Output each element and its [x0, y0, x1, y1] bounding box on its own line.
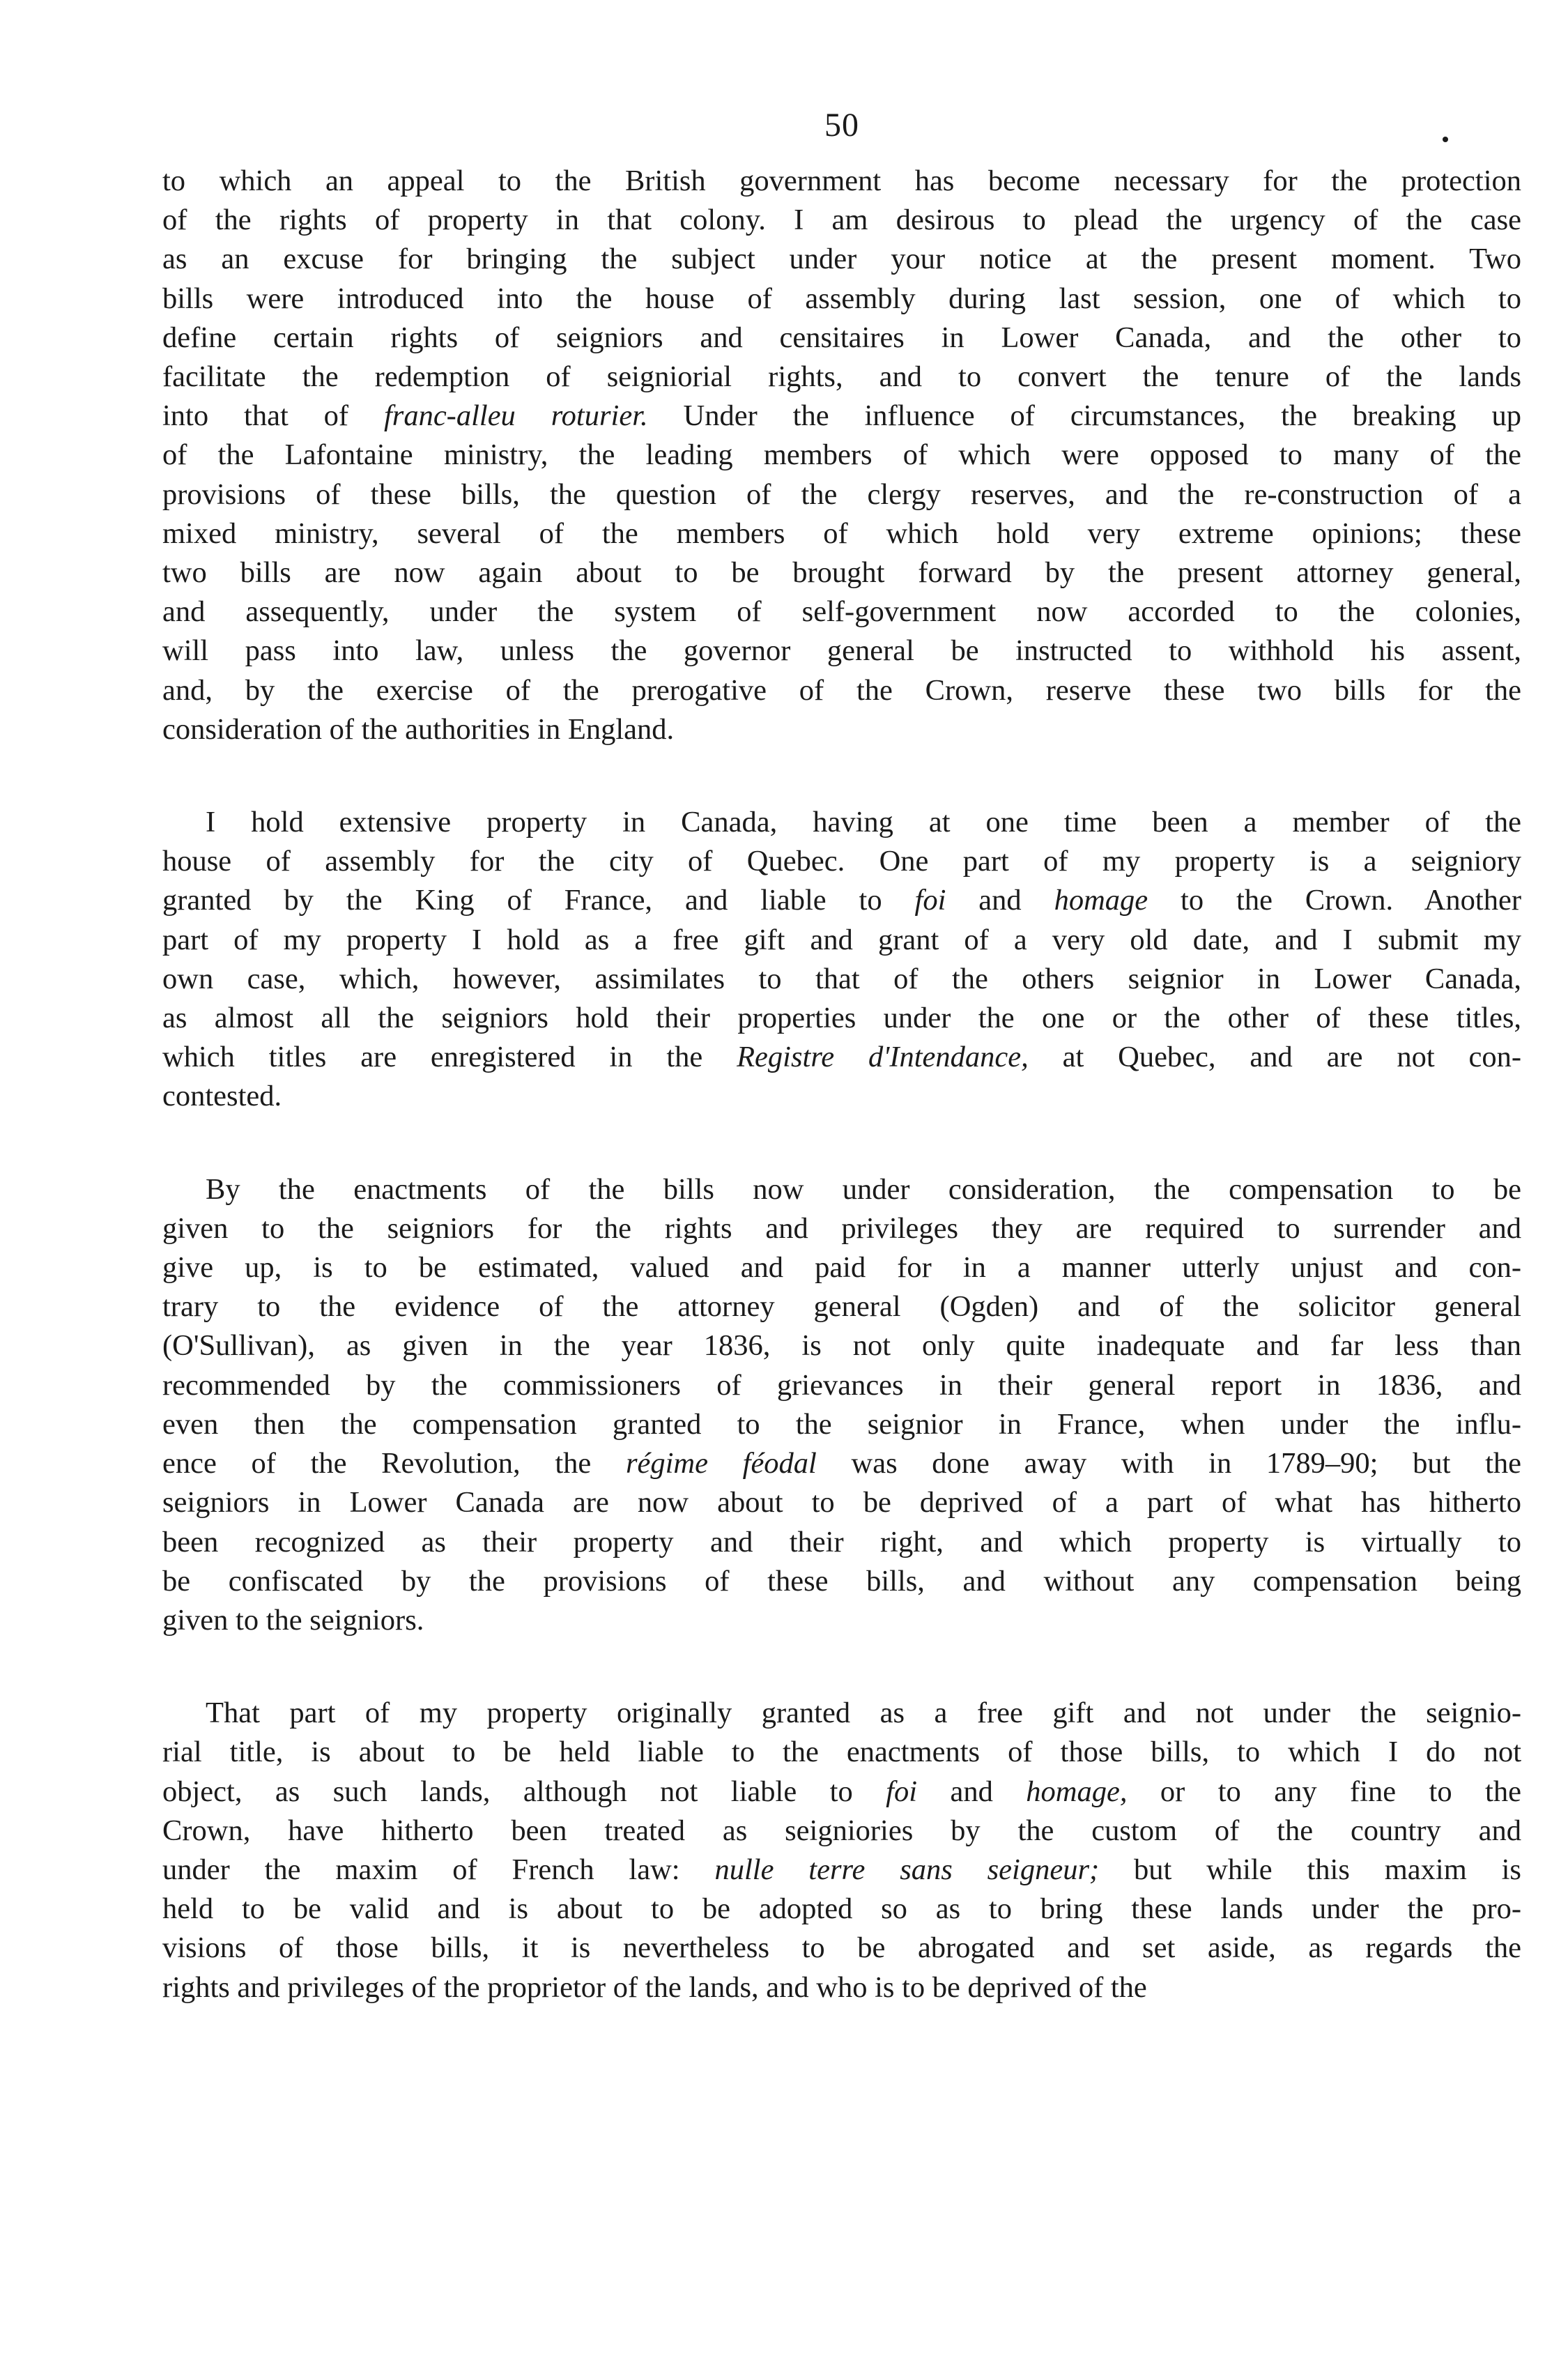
paragraph-2	[162, 803, 1521, 1117]
text-line: object, as such lands, although not liable to foi and homage, or to any fine to the	[162, 1775, 1521, 1808]
text-line: facilitate the redemption of seigniorial rights, and to convert the tenure of the lands	[162, 360, 1521, 394]
text-line: give up, is to be estimated, valued and paid for in a manner utterly unjust and con-	[162, 1251, 1521, 1285]
text-line: be confiscated by the provisions of these bills, and without any compensation being	[162, 1564, 1521, 1598]
text-line: of the Lafontaine ministry, the leading members of which were opposed to many of the	[162, 438, 1521, 472]
text-line: trary to the evidence of the attorney general (Ogden) and of the solicitor general	[162, 1290, 1521, 1324]
text-line: been recognized as their property and their right, and which property is virtually to	[162, 1525, 1521, 1559]
text-line: visions of those bills, it is nevertheless to be abrogated and set aside, as regards the	[162, 1931, 1521, 1965]
text-line: and assequently, under the system of self-government now accorded to the colonies,	[162, 595, 1521, 629]
text-line: rights and privileges of the proprietor of the lands, and who is to be deprived of the	[162, 1970, 1147, 2004]
text-line: (O'Sullivan), as given in the year 1836, is not only quite inadequate and far less than	[162, 1329, 1521, 1363]
text-line: mixed ministry, several of the members of which hold very extreme opinions; these	[162, 516, 1521, 550]
text-line: recommended by the commissioners of grievances in their general report in 1836, and	[162, 1368, 1521, 1402]
text-line: Crown, have hitherto been treated as seigniories by the custom of the country and	[162, 1814, 1521, 1847]
text-line: bills were introduced into the house of assembly during last session, one of which to	[162, 282, 1521, 315]
text-line: rial title, is about to be held liable to the enactments of those bills, to which I do not	[162, 1736, 1521, 1769]
text-line: given to the seigniors.	[162, 1603, 424, 1637]
text-line: consideration of the authorities in England.	[162, 712, 675, 746]
text-line: granted by the King of France, and liable to foi and homage to the Crown. Another	[162, 884, 1521, 917]
text-line: as an excuse for bringing the subject under your notice at the present moment. Two	[162, 243, 1521, 276]
text-line: which titles are enregistered in the Registre d'Intendance, at Quebec, and are not con-	[162, 1041, 1521, 1074]
text-line: under the maxim of French law: nulle terre sans seigneur; but while this maxim is	[162, 1853, 1521, 1886]
text-line: given to the seigniors for the rights and privileges they are required to surrender and	[162, 1211, 1521, 1245]
text-line: ence of the Revolution, the régime féodal was done away with in 1789–90; but the	[162, 1447, 1522, 1480]
text-line: into that of franc-alleu roturier. Under the influence of circumstances, the breaking up	[162, 399, 1521, 433]
text-line: to which an appeal to the British government has become necessary for the protection	[162, 164, 1521, 197]
text-line: That part of my property originally granted as a free gift and not under the seignio-	[206, 1697, 1521, 1730]
paragraph-1	[162, 162, 1521, 749]
text-line: part of my property I hold as a free gift and grant of a very old date, and I submit my	[162, 923, 1521, 956]
text-line: held to be valid and is about to be adopted so as to bring these lands under the pro-	[162, 1892, 1521, 1926]
text-line: seigniors in Lower Canada are now about to be deprived of a part of what has hitherto	[162, 1486, 1521, 1519]
paragraph-3	[162, 1170, 1521, 1640]
text-line: even then the compensation granted to the seignior in France, when under the influ-	[162, 1407, 1521, 1441]
text-line: house of assembly for the city of Quebec. One part of my property is a seigniory	[162, 845, 1521, 878]
page-mark-dot	[1443, 137, 1448, 142]
text-line: By the enactments of the bills now under consideration, the compensation to be	[206, 1172, 1521, 1206]
paragraph-4	[162, 1694, 1521, 2007]
text-line: two bills are now again about to be brought forward by the present attorney general,	[162, 556, 1521, 590]
page-number: 50	[824, 107, 859, 144]
text-line: I hold extensive property in Canada, having at one time been a member of the	[206, 806, 1521, 839]
document-page	[162, 105, 1521, 2007]
text-line: define certain rights of seigniors and censitaires in Lower Canada, and the other to	[162, 321, 1521, 354]
text-line: contested.	[162, 1080, 282, 1113]
text-line: as almost all the seigniors hold their properties under the one or the other of these titles,	[162, 1002, 1521, 1035]
text-line: will pass into law, unless the governor general be instructed to withhold his assent,	[162, 634, 1521, 668]
text-line: and, by the exercise of the prerogative of the Crown, reserve these two bills for the	[162, 673, 1521, 707]
text-line: provisions of these bills, the question of the clergy reserves, and the re-construction of a	[162, 477, 1521, 511]
text-line: own case, which, however, assimilates to that of the others seignior in Lower Canada,	[162, 962, 1521, 995]
text-line: of the rights of property in that colony. I am desirous to plead the urgency of the case	[162, 204, 1521, 237]
